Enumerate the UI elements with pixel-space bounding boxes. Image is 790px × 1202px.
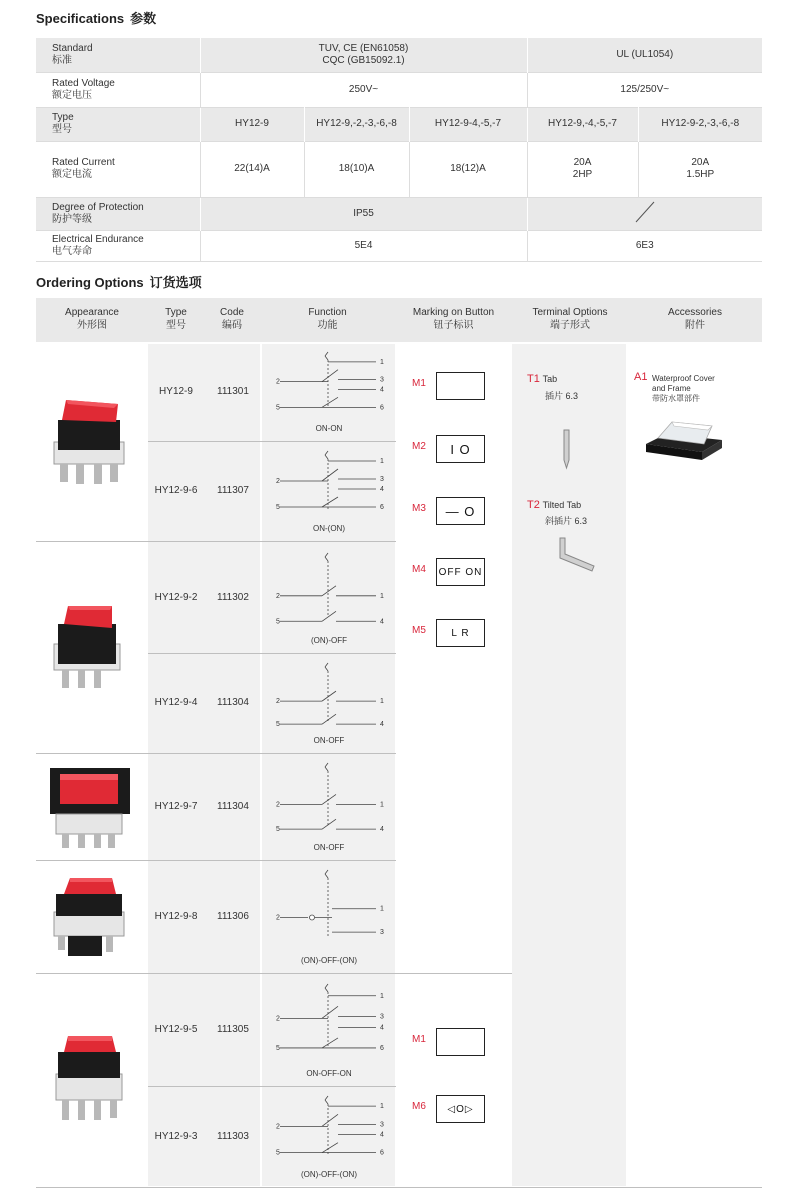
tab-terminal-icon (558, 428, 576, 472)
svg-text:3: 3 (380, 476, 384, 483)
function-label: ON-OFF-ON (306, 1069, 352, 1078)
svg-text:5: 5 (276, 1149, 280, 1157)
function-label: ON-OFF (313, 736, 345, 745)
svg-text:6: 6 (380, 504, 384, 511)
terminal-t2: T2 Tilted Tab (527, 499, 582, 511)
switch-image-hy12-9-7 (44, 762, 136, 852)
svg-text:1: 1 (380, 592, 384, 600)
tilted-tab-terminal-icon (556, 536, 600, 576)
spec-row-current: Rated Current 额定电流 22(14)A 18(10)A 18(12)A 20A 2HP 20A 1.5HP (36, 141, 762, 197)
table-bottom-line (36, 1187, 762, 1188)
header-accessories: Accessories 附件 (668, 307, 722, 331)
marking-button-preview: — O (436, 497, 485, 525)
waterproof-cover-image (642, 414, 726, 464)
svg-text:3: 3 (380, 1121, 384, 1129)
svg-text:4: 4 (380, 1131, 384, 1139)
spec-row-type: Type 型号 HY12-9 HY12-9,-2,-3,-6,-8 HY12-9-4,-5,-7 HY12-9,-4,-5,-7 HY12-9-2,-3,-6,-8 (36, 107, 762, 141)
function-label: ON-ON (315, 424, 343, 433)
product-type: HY12-9-3 (154, 1130, 198, 1142)
svg-text:3: 3 (380, 1013, 384, 1021)
svg-text:1: 1 (380, 458, 384, 465)
function-label: (ON)-OFF (311, 636, 347, 645)
header-code: Code 编码 (220, 307, 244, 331)
svg-text:4: 4 (380, 386, 384, 394)
svg-text:2: 2 (276, 1015, 280, 1023)
function-diagram (264, 757, 394, 858)
product-type: HY12-9-4 (154, 697, 198, 708)
svg-text:1: 1 (380, 358, 384, 366)
svg-text:5: 5 (276, 1044, 280, 1052)
function-diagram (264, 864, 394, 971)
product-code: 111303 (217, 1130, 249, 1142)
function-diagram (264, 1090, 394, 1185)
terminal-t2-zh: 斜插片 6.3 (545, 516, 588, 526)
svg-text:1: 1 (380, 698, 384, 706)
svg-text:2: 2 (276, 801, 280, 809)
group-divider (36, 541, 396, 542)
marking-id: M6 (412, 1101, 426, 1112)
marking-id: M4 (412, 564, 426, 575)
svg-text:2: 2 (276, 592, 280, 600)
svg-text:5: 5 (276, 504, 280, 511)
function-label: (ON)-OFF-(ON) (301, 956, 357, 965)
svg-text:4: 4 (380, 486, 384, 493)
svg-text:1: 1 (380, 905, 384, 913)
spec-row-voltage: Rated Voltage 额定电压 250V~ 125/250V~ (36, 72, 762, 107)
product-code: 111304 (217, 697, 249, 708)
svg-text:6: 6 (380, 1149, 384, 1157)
product-code: 111305 (217, 1024, 249, 1035)
marking-id: M2 (412, 441, 426, 452)
marking-id: M1 (412, 378, 426, 389)
svg-text:3: 3 (380, 376, 384, 384)
svg-text:5: 5 (276, 826, 280, 834)
svg-text:5: 5 (276, 721, 280, 729)
spec-row-standard: Standard 标准 TUV, CE (EN61058) CQC (GB15092.1) UL (UL1054) (36, 38, 762, 72)
function-label: (ON)-OFF-(ON) (301, 1170, 357, 1179)
product-code: 111301 (217, 385, 249, 397)
marking-button-preview: ◁O▷ (436, 1095, 485, 1123)
group-divider (36, 973, 512, 974)
group-divider (36, 753, 396, 754)
product-type: HY12-9-7 (154, 800, 198, 812)
product-code: 111302 (217, 592, 249, 603)
svg-text:4: 4 (380, 826, 384, 834)
specifications-title: Specifications 参数 (36, 11, 157, 26)
accessory-a1: A1 (634, 371, 648, 383)
row-divider (148, 653, 396, 654)
svg-text:5: 5 (276, 404, 280, 412)
type-code-column-bg (148, 344, 260, 1186)
function-label: ON-OFF (313, 843, 345, 852)
accessory-a1-text: Waterproof Cover and Frame 带防水罩部件 (652, 374, 715, 403)
product-code: 111307 (217, 485, 249, 496)
spec-row-endurance: Electrical Endurance 电气寿命 5E4 6E3 (36, 230, 762, 261)
specifications-table (36, 38, 762, 262)
function-diagram (264, 445, 394, 539)
function-diagram (264, 978, 394, 1084)
svg-text:2: 2 (276, 914, 280, 922)
product-code: 111306 (217, 910, 249, 922)
row-divider (148, 1086, 396, 1087)
product-code: 111304 (217, 800, 249, 812)
marking-id: M3 (412, 503, 426, 514)
header-type: Type 型号 (165, 307, 187, 331)
svg-text:2: 2 (276, 698, 280, 706)
svg-text:3: 3 (380, 929, 384, 937)
svg-text:2: 2 (276, 478, 280, 485)
terminal-t1-zh: 插片 6.3 (545, 391, 579, 401)
marking-button-preview: L R (436, 619, 485, 647)
switch-image-hy12-9-8 (46, 872, 138, 962)
function-diagram (264, 547, 394, 651)
product-type: HY12-9-2 (154, 592, 198, 603)
product-type: HY12-9-5 (154, 1024, 198, 1035)
function-diagram (264, 346, 394, 439)
svg-text:1: 1 (380, 992, 384, 1000)
product-type: HY12-9-6 (154, 485, 198, 496)
svg-text:2: 2 (276, 378, 280, 386)
ordering-title: Ordering Options 订货选项 (36, 275, 202, 290)
marking-id: M1 (412, 1034, 426, 1045)
header-marking: Marking on Button 钮子标识 (412, 307, 495, 331)
switch-image-hy12-9-2 (46, 600, 138, 698)
marking-id: M5 (412, 625, 426, 636)
svg-text:4: 4 (380, 1024, 384, 1032)
svg-text:1: 1 (380, 1103, 384, 1111)
marking-button-preview (436, 1028, 485, 1056)
not-applicable-slash-icon (630, 198, 660, 226)
product-type: HY12-9 (159, 385, 193, 397)
switch-image-hy12-9 (46, 392, 138, 490)
svg-text:4: 4 (380, 618, 384, 626)
ordering-header (36, 298, 762, 342)
header-appearance: Appearance 外形图 (65, 307, 119, 331)
header-function: Function 功能 (308, 307, 347, 331)
switch-image-hy12-9-5 (48, 1030, 140, 1128)
marking-button-preview (436, 372, 485, 400)
svg-text:5: 5 (276, 618, 280, 626)
svg-text:1: 1 (380, 801, 384, 809)
function-label: ON-(ON) (313, 524, 345, 533)
marking-button-preview: OFF ON (436, 558, 485, 586)
row-divider (148, 441, 396, 442)
svg-text:4: 4 (380, 721, 384, 729)
group-divider (36, 860, 396, 861)
product-type: HY12-9-8 (154, 910, 198, 922)
spec-row-protection: Degree of Protection 防护等级 IP55 (36, 197, 762, 230)
svg-text:6: 6 (380, 1044, 384, 1052)
terminal-t1: T1 Tab (527, 373, 558, 385)
svg-text:6: 6 (380, 404, 384, 412)
marking-button-preview: I O (436, 435, 485, 463)
header-terminal: Terminal Options 端子形式 (532, 307, 608, 331)
svg-text:2: 2 (276, 1123, 280, 1131)
function-diagram (264, 657, 394, 751)
